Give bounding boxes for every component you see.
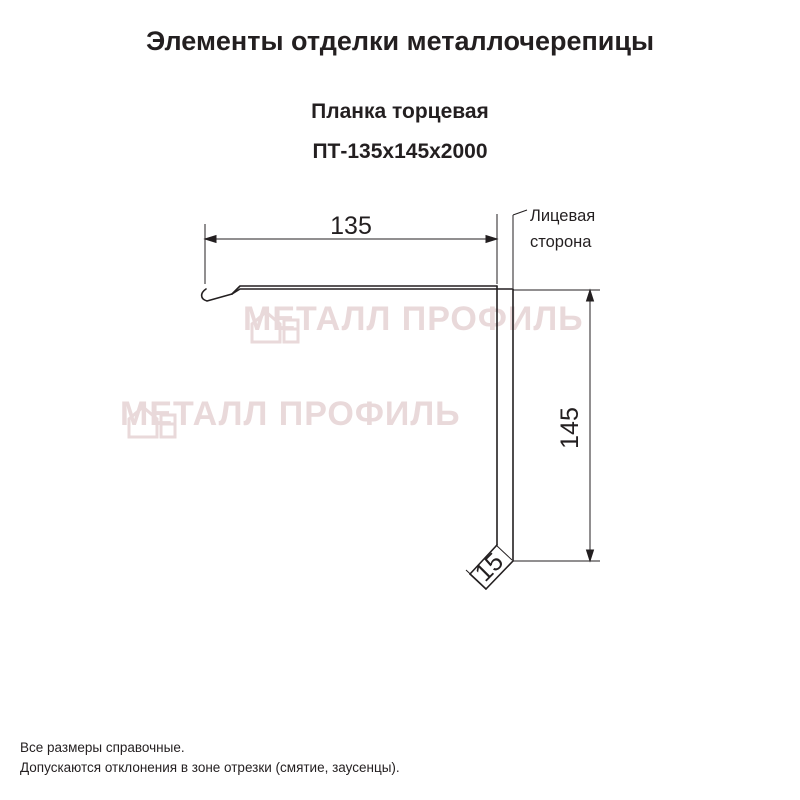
dim-flange-label: 15: [469, 547, 510, 588]
footnote-line-2: Допускаются отклонения в зоне отрезки (смятие, заусенцы).: [20, 760, 400, 775]
page-title: Элементы отделки металлочерепицы: [145, 26, 655, 56]
dim-height-label: 145: [556, 407, 584, 449]
dim-width-label: 135: [330, 212, 372, 240]
face-side-label-line2: сторона: [530, 233, 592, 251]
watermark-text-bottom: МЕТАЛЛ ПРОФИЛЬ: [120, 395, 461, 433]
face-side-label-line1: Лицевая: [530, 207, 596, 225]
product-code: ПТ-135х145х2000: [312, 140, 488, 163]
footnote-line-1: Все размеры справочные.: [20, 740, 185, 755]
footnotes: [20, 738, 400, 778]
watermark-text-top: МЕТАЛЛ ПРОФИЛЬ: [243, 300, 584, 338]
product-name: Планка торцевая: [311, 100, 489, 123]
